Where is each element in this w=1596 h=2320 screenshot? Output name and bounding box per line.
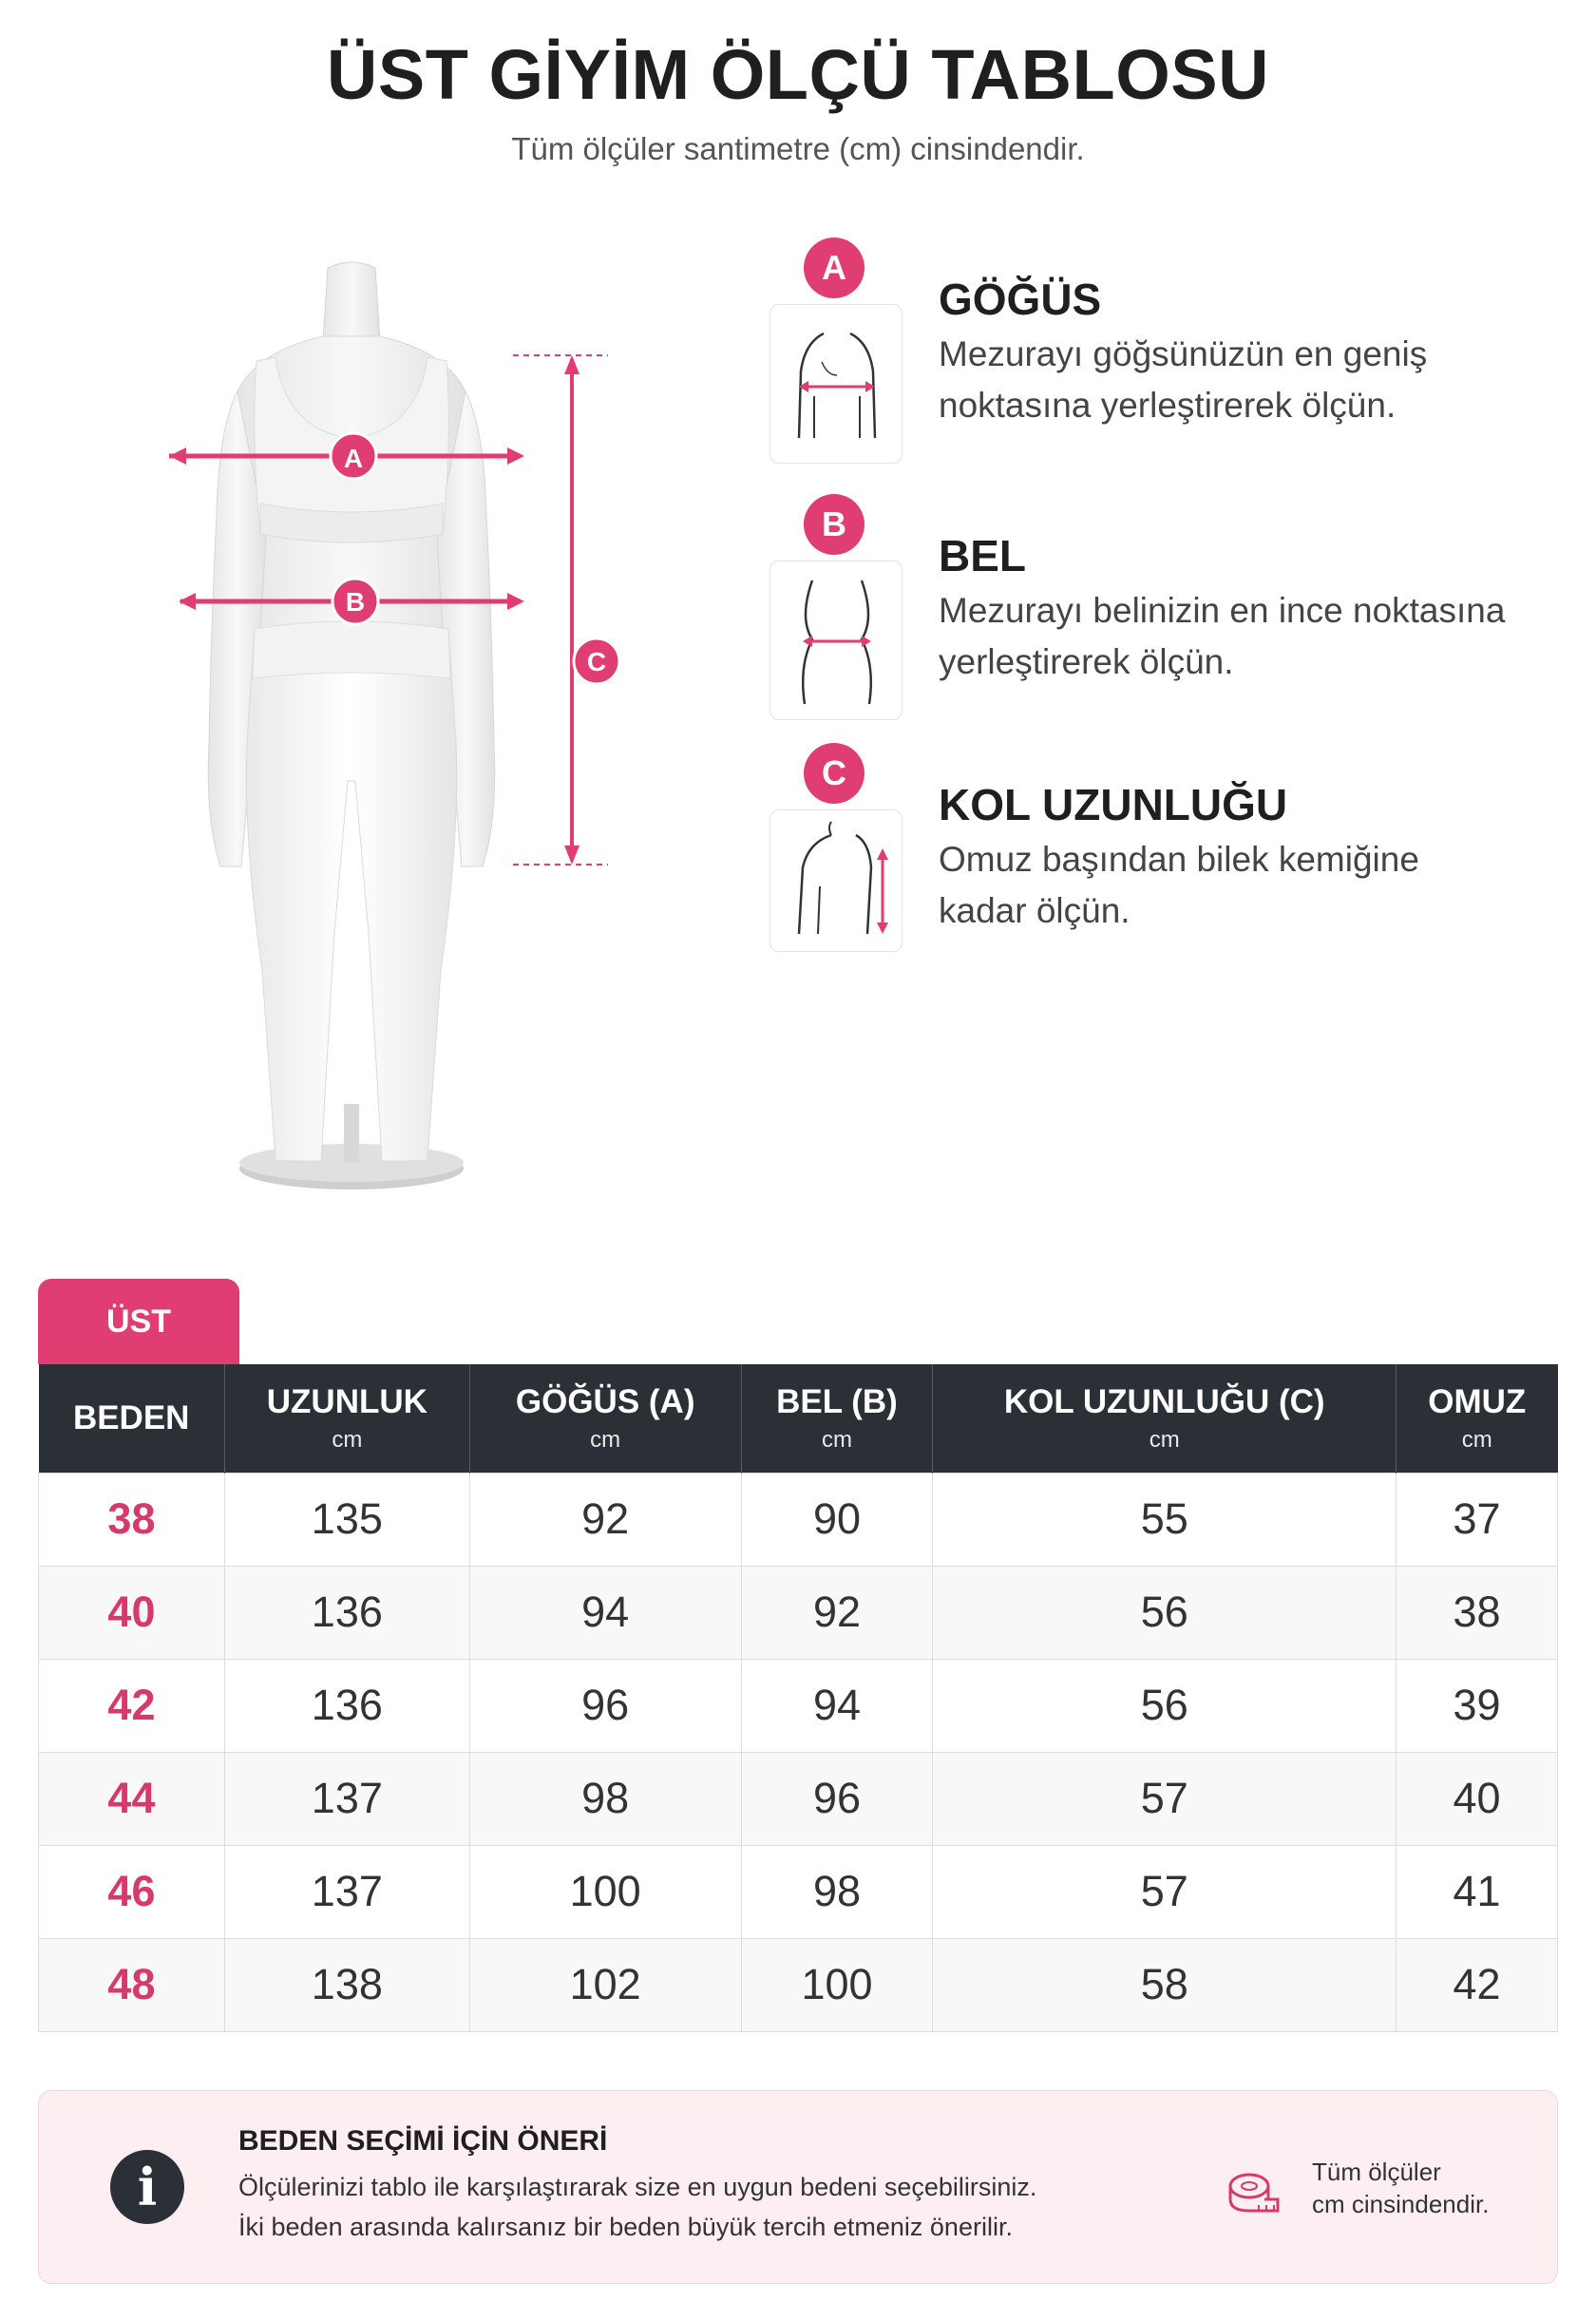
table-cell: 135 <box>224 1473 469 1566</box>
table-cell: 57 <box>933 1752 1396 1845</box>
column-header-omuz <box>1396 1364 1558 1473</box>
guide-chest-desc <box>939 329 1566 431</box>
guide-sleeve-desc-line2: kadar ölçün. <box>939 891 1130 930</box>
size-cell: 48 <box>39 1938 225 2031</box>
guide-sleeve-desc <box>939 834 1566 937</box>
table-cell: 56 <box>933 1659 1396 1752</box>
size-cell: 38 <box>39 1473 225 1566</box>
column-header-label: OMUZ <box>1428 1382 1527 1420</box>
table-cell: 96 <box>741 1752 933 1845</box>
info-icon: i <box>110 2150 184 2224</box>
column-header-unit: cm <box>332 1426 363 1453</box>
table-cell: 94 <box>741 1659 933 1752</box>
sleeve-measure-icon <box>770 809 902 952</box>
table-row <box>39 1566 1558 1659</box>
table-row <box>39 1938 1558 2031</box>
table-row <box>39 1659 1558 1752</box>
table-cell: 56 <box>933 1566 1396 1659</box>
chest-measure-icon <box>770 304 902 464</box>
table-cell: 100 <box>469 1845 741 1938</box>
table-cell: 42 <box>1396 1938 1558 2031</box>
size-cell: 46 <box>39 1845 225 1938</box>
table-row <box>39 1752 1558 1845</box>
table-cell: 137 <box>224 1845 469 1938</box>
column-header-gogus <box>469 1364 741 1473</box>
column-header-kol-uzunlugu <box>933 1364 1396 1473</box>
column-header-beden <box>39 1364 225 1473</box>
figure-marker-c-label: C <box>586 647 607 676</box>
measuring-tape-icon <box>1226 2163 1282 2218</box>
column-header-label: KOL UZUNLUĞU (C) <box>1003 1382 1325 1420</box>
column-header-label: GÖĞÜS (A) <box>515 1382 695 1420</box>
guide-chest <box>760 238 1577 475</box>
table-cell: 137 <box>224 1752 469 1845</box>
guide-sleeve <box>760 743 1577 980</box>
table-cell: 136 <box>224 1659 469 1752</box>
table-cell: 92 <box>741 1566 933 1659</box>
recommendation-box <box>38 2090 1558 2284</box>
guide-waist-desc <box>939 585 1566 688</box>
recommendation-title: BEDEN SEÇİMİ İÇİN ÖNERİ <box>238 2125 608 2157</box>
table-cell: 40 <box>1396 1752 1558 1845</box>
waist-measure-icon <box>770 561 902 720</box>
column-header-unit: cm <box>1149 1426 1180 1453</box>
table-cell: 96 <box>469 1659 741 1752</box>
mannequin-figure <box>142 249 646 1208</box>
guide-chest-desc-line1: Mezurayı göğsünüzün en geniş <box>939 334 1428 373</box>
guide-waist-badge: B <box>804 494 864 555</box>
guide-waist-title: BEL <box>939 531 1026 580</box>
guide-waist-desc-line2: yerleştirerek ölçün. <box>939 642 1234 681</box>
table-cell: 55 <box>933 1473 1396 1566</box>
column-header-uzunluk <box>224 1364 469 1473</box>
table-cell: 138 <box>224 1938 469 2031</box>
column-header-label: BEL (B) <box>776 1382 898 1420</box>
guide-chest-title: GÖĞÜS <box>939 275 1102 324</box>
page-title: ÜST GİYİM ÖLÇÜ TABLOSU <box>326 35 1270 114</box>
size-cell: 42 <box>39 1659 225 1752</box>
tab-ust[interactable]: ÜST <box>38 1279 239 1364</box>
figure-marker-b-label: B <box>345 587 366 617</box>
guide-chest-badge: A <box>804 238 864 298</box>
column-header-bel <box>741 1364 933 1473</box>
table-cell: 41 <box>1396 1845 1558 1938</box>
table-cell: 57 <box>933 1845 1396 1938</box>
table-row <box>39 1845 1558 1938</box>
figure-marker-a-label: A <box>343 444 364 473</box>
size-cell: 40 <box>39 1566 225 1659</box>
guide-waist-desc-line1: Mezurayı belinizin en ince noktasına <box>939 591 1506 630</box>
table-cell: 94 <box>469 1566 741 1659</box>
size-cell: 44 <box>39 1752 225 1845</box>
table-header-row <box>39 1364 1558 1473</box>
column-header-label: UZUNLUK <box>266 1382 428 1420</box>
size-table <box>38 1364 1558 2032</box>
guide-sleeve-badge: C <box>804 743 864 804</box>
column-header-unit: cm <box>590 1426 621 1453</box>
table-cell: 37 <box>1396 1473 1558 1566</box>
table-cell: 90 <box>741 1473 933 1566</box>
table-cell: 38 <box>1396 1566 1558 1659</box>
recommendation-line2: İki beden arasında kalırsanız bir beden büyük tercih etmeniz önerilir. <box>238 2213 1013 2241</box>
guide-chest-desc-line2: noktasına yerleştirerek ölçün. <box>939 386 1396 425</box>
table-cell: 102 <box>469 1938 741 2031</box>
table-cell: 98 <box>741 1845 933 1938</box>
column-header-unit: cm <box>821 1426 852 1453</box>
table-cell: 100 <box>741 1938 933 2031</box>
table-cell: 39 <box>1396 1659 1558 1752</box>
table-row <box>39 1473 1558 1566</box>
guide-waist <box>760 494 1577 732</box>
table-cell: 98 <box>469 1752 741 1845</box>
table-cell: 136 <box>224 1566 469 1659</box>
guide-sleeve-title: KOL UZUNLUĞU <box>939 780 1288 829</box>
column-header-label: BEDEN <box>72 1398 190 1436</box>
recommendation-line1: Ölçülerinizi tablo ile karşılaştırarak size en uygun bedeni seçebilirsiniz. <box>238 2173 1037 2201</box>
recommendation-aside-line2: cm cinsindendir. <box>1312 2190 1490 2218</box>
recommendation-aside-line1: Tüm ölçüler <box>1312 2158 1441 2186</box>
column-header-unit: cm <box>1461 1426 1492 1453</box>
guide-sleeve-desc-line1: Omuz başından bilek kemiğine <box>939 840 1419 879</box>
page-subtitle: Tüm ölçüler santimetre (cm) cinsindendir. <box>511 131 1085 166</box>
table-cell: 58 <box>933 1938 1396 2031</box>
table-cell: 92 <box>469 1473 741 1566</box>
